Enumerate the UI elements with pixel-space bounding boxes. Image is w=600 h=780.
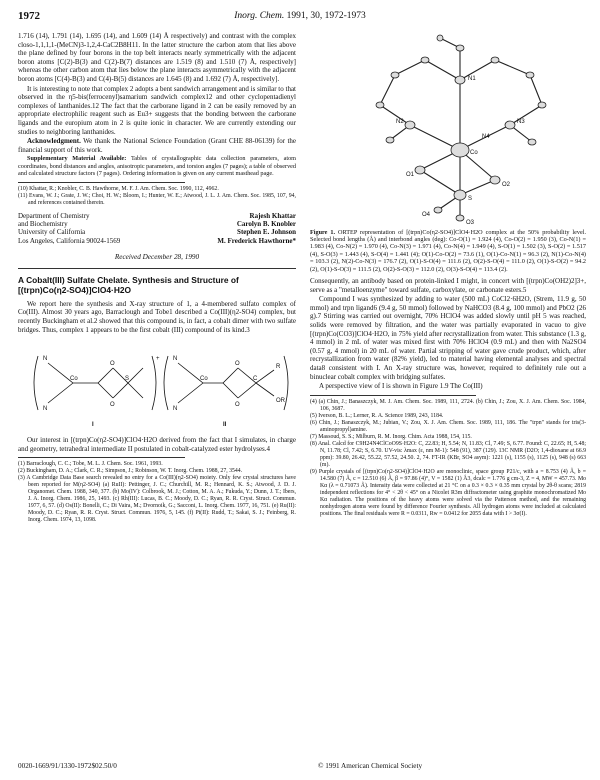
scheme-atom-label: N (43, 406, 48, 413)
ortep-label-n3: N3 (517, 119, 525, 125)
footnote-11: (11) Evans, W. J.; Grate, J. W.; Choi, H. W.; Bloom, I.; Hunter, W. E.; Atwood, J. L. J. Am. Chem. Soc. 1985, 107, 94, and references contained therein. (18, 192, 296, 206)
journal-header (188, 11, 412, 21)
received-date: Received December 28, 1990 (114, 253, 200, 262)
supplementary-material (18, 155, 296, 177)
figure-caption-label: Figure 1. (310, 228, 336, 236)
scheme-atom-label: Co (70, 376, 78, 383)
ortep-label-o3: O3 (466, 220, 475, 226)
article-divider (18, 268, 296, 269)
intro-paragraph-1: 1.716 (14), 1.791 (14), 1.695 (14), and 1.609 (14) Å respectively) and contrast with the complex closo-1,1,1,1-(MeCN)3-1,2,4-CaC2B8H11. In the latter structure the carbon atom that lies above the plane defined by four borons in the top belt interacts nearly symmetrically with the adjacent boron atoms [C(2)-B(3) and C(2)-B(7) distances are 1.519 (8) and 1.510 (7) Å, respectively] whereas the other carbon atom that lies below the plane interacts asymmetrically with the adjacent boron atoms [C(4)-B(3) and C(4)-B(5) distances are 1.645 (8) and 1.692 (7) Å, respectively]. (18, 32, 296, 83)
supplementary-label: Supplementary Material Available: (27, 155, 127, 163)
body-paragraph-1: We report here the synthesis and X-ray structure of 1, a 4-membered sulfato complex of Co(III). Almost 30 years ago, Barraclough and Tobe1 described a Co(III)(η2-SO4) complex, but recently Buckingham et al.2 showed that this compound is, in fact, a cobalt dimer with two sulfate bridges. Thus, complex 1 appears to be the first cobalt (III) compound of its kind.3 (18, 299, 296, 334)
footnote-rule (18, 182, 185, 183)
reference-4: (4) (a) Chin, J.; Banaszczyk, M. J. Am. Chem. Soc. 1989, 111, 2724. (b) Chin, J.; Zou, X. J. Am. Chem. Soc. 1984, 106, 3687. (310, 398, 586, 412)
scheme-atom-label: O (235, 402, 240, 409)
scheme-label-II: II (223, 422, 227, 429)
address-line: Department of Chemistry (18, 211, 90, 220)
scheme-atom-label: Co (200, 376, 208, 383)
scheme-atom-label: S (125, 376, 130, 383)
acknowledgment (18, 137, 296, 154)
scheme-charge: + (156, 356, 160, 363)
copyright: © 1991 American Chemical Society (318, 762, 423, 770)
author-list (217, 212, 296, 246)
author-name: Carolyn B. Knobler (236, 219, 296, 228)
structure-II-bonds (164, 356, 288, 413)
ortep-label-co: Co (470, 150, 478, 156)
journal-ref: 1991, 30, 1972-1973 (286, 11, 366, 21)
article-title-line-1: A Cobalt(III) Sulfate Chelate. Synthesis and Structure of (18, 274, 239, 285)
scheme-label-I: I (92, 422, 94, 429)
reference-5: (5) Iverson, B. L.; Lerner, R. A. Science 1989, 243, 1184. (310, 412, 444, 419)
running-header (18, 10, 582, 26)
scheme-atom-label: N (43, 356, 48, 363)
footnotes-top (18, 186, 296, 207)
affiliation-block (18, 212, 296, 246)
ortep-figure (310, 30, 586, 226)
left-column (18, 32, 296, 524)
ortep-label-n2: N2 (396, 119, 404, 125)
after-scheme-paragraph: Our interest in [(trpn)Co(η2-SO4)]ClO4·H2O derived from the fact that I simulates, in charge and geometry, tetrahedral intermediate II postulated in cobalt-catalyzed ester hydrolyses.4 (18, 436, 296, 453)
structure-I-bonds (34, 356, 156, 413)
page-number: 1972 (18, 10, 40, 22)
ortep-label-o4: O4 (422, 212, 431, 218)
right-references (310, 399, 586, 518)
author-name: Rajesh Khattar (249, 211, 296, 220)
scheme-atom-label: C (253, 376, 258, 383)
scheme-atom-label: O (110, 361, 115, 368)
address-line: University of California (18, 228, 86, 237)
right-paragraph-1: Consequently, an antibody based on protein-linked I might, in concert with [(trpn)Co(OH2)2]3+, serve as a "metalloenzyme" toward sulfate, carboxylate, or carbonate esters.5 (310, 277, 586, 294)
right-paragraph-2: Compound I was synthesized by adding to water (500 mL) CoCl2·6H2O, (Strem, 11.9 g, 50 mmol) and trpn ligand6 (9.4 g, 50 mmol) followed by NaHCO3 (8.4 g, 100 mmol) and PbO2 (26 g).7 Stirring was carried out overnight, 70% HClO4 was added slowly until pH 5 was reached, solids were removed by filtration, and the water was partially evaporated in vacuo to give [(trpn)Co(CO3)]ClO4·H2O, in 75% yield after recrystallization from water. This substance (1.3 g, 4 mmol) in 2 mL of water was mixed first with 70% HClO4 (0.9 mL) and then with Na2SO4 (0.57 g, 4 mmol) in 20 mL of water. Partial stripping of water gave crude product, which, after recrystallization from water (82% yield), led to material having elemental analyses and spectral data8 consistent with I. An X-ray structure was, however, required to definitely rule out a binuclear cobalt complex with bridging sulfates. (310, 295, 586, 381)
journal-name: Inorg. Chem. (234, 11, 285, 21)
address-line: Los Angeles, California 90024-1569 (18, 236, 121, 245)
scheme-atom-label: OR (276, 398, 285, 405)
ortep-atoms (376, 35, 546, 221)
ortep-label-o1: O1 (406, 172, 415, 178)
reference-7: (7) Massoud, S. S.; Milburn, R. M. Inorg. Chim. Acta 1988, 154, 115. (310, 433, 472, 440)
reference-8: (8) Anal. Calcd for C9H24N4ClCoO9S·H2O: C, 22.83; H, 5.54; N, 11.83; Cl, 7.49; S, 6.77. Found: C, 22.65; H, 5.48; N, 11.78; Cl, 7.42; S, 6.70. UV-vis: λmax (ε, nm M-1): 548 (91), 387 (129). 13C NMR (D2O; 1,4-dioxane at 66.9 ppm): 39.80, 26.42, 55.22, 57.52, 24.50. 2, 74. FT-IR (KBr, SO4 asym): 1221 (s), 1155 (s), 1125 (s), 948 (s) 663 (m). (310, 440, 586, 468)
author-name: M. Frederick Hawthorne* (217, 236, 296, 245)
footnote-10: (10) Khattar, R.; Knobler, C. B. Hawthorne, M. F. J. Am. Chem. Soc. 1990, 112, 4962. (18, 185, 219, 192)
ortep-label-n1: N1 (468, 76, 476, 82)
ortep-label-n4: N4 (482, 134, 490, 140)
reference-1: (1) Barraclough, C. C.; Tobe, M. L. J. Chem. Soc. 1961, 1993. (18, 461, 163, 468)
author-name: Stephen E. Johnson (237, 228, 296, 237)
left-references (18, 461, 296, 524)
reference-rule (310, 395, 476, 396)
article-title (18, 275, 296, 295)
right-paragraph-3: A perspective view of I is shown in Figure 1.9 The Co(III) (319, 382, 483, 391)
figure-caption-text: ORTEP representation of [(trpn)Co(η2-SO4)]ClO4·H2O complex at the 50% probability level. Selected bond lengths (Å) and interbond angles (deg): Co-O(1) = 1.924 (4), Co-O(2) = 1.950 (3), Co-N(1) = 1.983 (4), Co-N(2) = 1.970 (4), Co-N(3) = 1.971 (4), Co-N(4) = 1.949 (4), S-O(1) = 1.502 (3), S-O(2) = 1.517 (4), S-O(3) = 1.443 (4), S-O(4) = 1.441 (4); O(1)-Co-O(2) = 73.6 (1), O(1)-Co-N(1) = 96.3 (2), N(1)-Co-N(4) = 103.3 (2), N(2)-Co-N(3) = 176.7 (2), O(1)-S-O(4) = 111.6 (2), O(2)-S-O(4) = 111.0 (2), O(1)-S-O(2) = 94.2 (2), O(1)-S-O(3) = 111.5 (2), O(2)-S-O(3) = 112.0 (2), O(3)-S-O(4) = 113.4 (2). (310, 228, 586, 273)
right-column (310, 30, 586, 518)
reference-rule (18, 457, 185, 458)
reference-6: (6) Chin, J.; Banaszczyk, M.; Jubian, V.; Zou, X. J. Am. Chem. Soc. 1989, 111, 186. The "trpn" stands for tris(3-aminopropyl)amine. (310, 419, 586, 433)
acknowledgment-label: Acknowledgment. (27, 137, 81, 146)
acknowledgment-text: We thank the National Science Foundation (Grant CHE 88-06139) for the financial support of this work. (18, 137, 296, 154)
reference-3: (3) A Cambridge Data Base search revealed no entry for a Co(III)(η2-SO4) moiety. Only few crystal structures have been reported for M(η2-SO4) (a) RuII): Pettinger, J. C.; Churchill, M. R.; Hennard, K. S.; Atwood, J. D. J. Organomet. Chem. 1988, 340, 377. (b) Mo(IV): Colbrook, M. J.; Cotton, M. A. A.; Fukuda, Y.; Dunn, J. T.; Ibers, J. A. Inorg. Chem. 1986, 25, 1493. (c) Rh(III): Lucas, B. C.; Moody, D. C.; Ryan, R. R. Cryst. Struct. Commun. 1977, 6, 57. (d) Os(II): Bonelli, C.; Di Vaira, M.; Dvornoik, G.; Sacconi, L. Inorg. Chem. 1977, 16, 751. (e) Ru(II): Moody, D. C.; Ryan, R. R. Cryst. Struct. Commun. 1976, 5, 145. (f) Pt(II): Rudd, T.; Sakai, S. J.; Feinberg, R. Inorg. Chem. 1974, 13, 1098. (18, 475, 296, 524)
scheme-drawing (18, 338, 296, 430)
scheme-atom-label: N (173, 356, 178, 363)
address (18, 212, 120, 246)
ortep-label-s: S (468, 196, 473, 202)
supplementary-text: Tables of crystallographic data collection parameters, atom coordinates, bond distances and angles, anisotropic parameters, and torsion angles (7 pages); a table of observed and calculated structure factors (7 pages). Ordering information is given on any current masthead page. (18, 155, 297, 178)
scheme-atom-label: R (276, 364, 281, 371)
reference-9: (9) Purple crystals of [(trpn)Co(η2-SO4)]ClO4·H2O are monoclinic, space group P21/c, with a = 8.753 (4) Å, b = 14.580 (7) Å, c = 12.510 (6) Å, β = 97.86 (4)°, V = 1582 (1) Å3, dcalc = 1.776 g cm-3, Z = 4, MW = 457.73. Mo Kα (λ = 0.71073 Å). Intensity data were collected at 21 °C on a 0.3 × 0.3 × 0.35 mm crystal by 2θ-θ scans; 2819 independent reflections for 4° < 2θ < 45° on a Nicolet R3m diffractometer using graphite monochromatized Mo Kα radiation. The positions of the heavy atoms were solved via the Patterson method, and the remaining nonhydrogen atoms were found by difference Fourier synthesis. All hydrogen atoms were included at calculated positions. The final residuals were R = 0.0311, Rw = 0.0412 for 2055 data with I > 3σ(I). (310, 468, 586, 517)
figure-caption (310, 229, 586, 273)
intro-paragraph-2: It is interesting to note that complex 2 adopts a bent sandwich arrangement and is similar to that observed in the η5-bis(ferrocenyl)samarium sandwich complex12 and other cyclopentadienyl complexes of lanthanides.12 The fact that the carborane ligand in 2 can be easily removed by an appropriate electrophilic reagent such as Eu3+ suggests that the bonding between the carborane ligands and the europium atom in 2 is quite ionic in character. We are currently extending our studies to neighboring lanthanides. (18, 84, 296, 136)
ortep-label-o2: O2 (502, 182, 511, 188)
chemical-scheme (18, 338, 296, 430)
article-title-line-2: [(trpn)Co(η2-SO4)]ClO4·H2O (18, 284, 132, 295)
address-line: and Biochemistry (18, 219, 68, 228)
article-code: 0020-1669/91/1330-1972$02.50/0 (18, 762, 117, 770)
scheme-atom-label: O (235, 361, 240, 368)
reference-2: (2) Buckingham, D. A.; Clark, C. R.; Simpson, J.; Robinson, W. T. Inorg. Chem. 1988, 27, 3544. (18, 468, 243, 475)
scheme-atom-label: O (110, 402, 115, 409)
scheme-atom-label: N (173, 406, 178, 413)
